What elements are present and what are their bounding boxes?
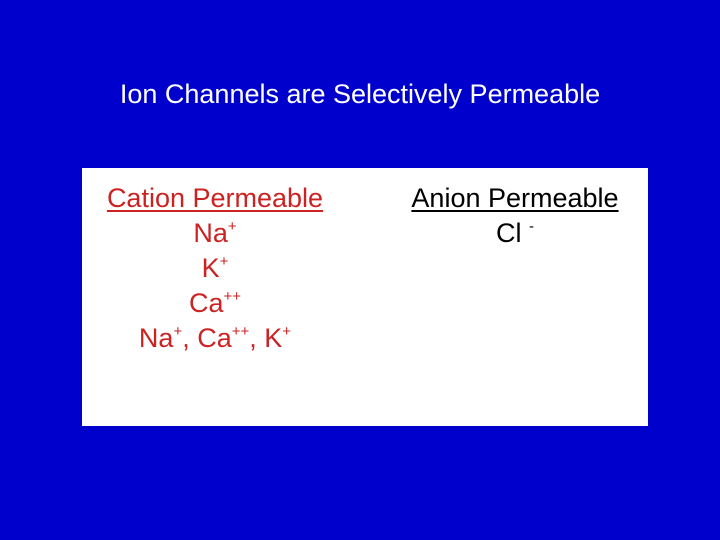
- cation-item-nonselective: [82, 321, 348, 356]
- ion-charge: -: [529, 218, 534, 235]
- separator: ,: [249, 323, 265, 353]
- anion-item-chloride: [382, 216, 648, 251]
- ion-symbol: K: [201, 253, 220, 283]
- ion-symbol: Cl: [496, 218, 529, 248]
- ion-charge: ++: [231, 323, 250, 340]
- ion-charge: +: [227, 218, 237, 235]
- separator: ,: [182, 323, 198, 353]
- ion-symbol: Ca: [188, 288, 224, 318]
- ion-charge: +: [282, 323, 292, 340]
- ion-symbol: K: [264, 323, 283, 353]
- ion-charge: +: [173, 323, 183, 340]
- cation-column: [82, 181, 348, 356]
- cation-item-sodium: [82, 216, 348, 251]
- cation-item-calcium: [82, 286, 348, 321]
- cation-item-potassium: [82, 251, 348, 286]
- ion-symbol: Na: [193, 218, 228, 248]
- anion-column: [382, 181, 648, 251]
- cation-heading: Cation Permeable: [106, 183, 324, 213]
- ion-charge: ++: [223, 288, 242, 305]
- slide-title: Ion Channels are Selectively Permeable: [119, 79, 601, 109]
- ion-symbol: Na: [138, 323, 174, 353]
- ion-symbol: Ca: [197, 323, 232, 353]
- ion-charge: +: [219, 253, 229, 270]
- content-box: [82, 168, 648, 426]
- anion-heading: Anion Permeable: [411, 183, 619, 213]
